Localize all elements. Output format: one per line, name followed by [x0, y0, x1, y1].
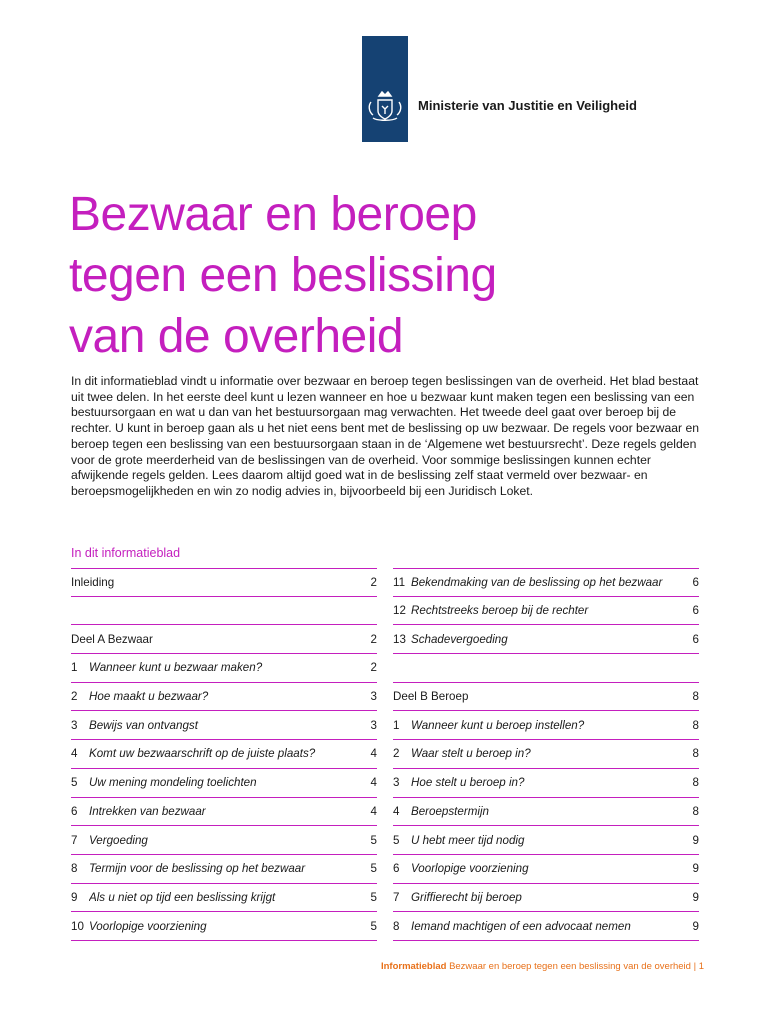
- footer-text: Bezwaar en beroep tegen een beslissing van de overheid: [449, 961, 691, 972]
- toc-label: Rechtstreeks beroep bij de rechter: [411, 604, 589, 618]
- title-line-2: tegen een beslissing: [69, 249, 497, 302]
- toc-page: 6: [692, 632, 699, 646]
- toc-label: Uw mening mondeling toelichten: [89, 776, 257, 790]
- toc-row[interactable]: [71, 568, 377, 597]
- page-footer: [381, 961, 704, 972]
- toc-page: 5: [370, 862, 377, 876]
- toc-label: U hebt meer tijd nodig: [411, 833, 525, 847]
- toc-row[interactable]: [71, 826, 377, 855]
- toc-page: 8: [692, 776, 699, 790]
- toc-page: 9: [692, 919, 699, 933]
- toc-label: Voorlopige voorziening: [89, 919, 207, 933]
- toc-label: Bewijs van ontvangst: [89, 718, 198, 732]
- toc-label: Waar stelt u beroep in?: [411, 747, 531, 761]
- toc-num: 8: [393, 919, 400, 933]
- footer-label: Informatieblad: [380, 961, 447, 972]
- toc-row[interactable]: [71, 884, 377, 913]
- toc-row[interactable]: [393, 826, 699, 855]
- toc-label: Deel A Bezwaar: [71, 632, 153, 646]
- toc-row[interactable]: [393, 855, 699, 884]
- toc-row[interactable]: [71, 654, 377, 683]
- toc-row[interactable]: [393, 625, 699, 654]
- toc-label: Komt uw bezwaarschrift op de juiste plaats?: [89, 747, 316, 761]
- toc-page: 2: [370, 575, 377, 589]
- toc-row[interactable]: [393, 711, 699, 740]
- toc-num: 3: [71, 718, 78, 732]
- toc-num: 2: [71, 690, 78, 704]
- toc-num: 4: [71, 747, 78, 761]
- toc-num: 7: [71, 833, 78, 847]
- intro-paragraph: In dit informatieblad vindt u informatie over bezwaar en beroep tegen beslissingen van de overheid. Het blad bestaat uit twee delen. In het eerste deel kunt u lezen wanneer en hoe u bezwaar kunt maken tegen een beslissing van een bestuursorgaan en wat u dan van het bestuursorgaan mag verwachten. Het tweede deel gaat over beroep bij de rechter. U kunt in beroep gaan als u het niet eens bent met de beslissing op uw bezwaar. De regels voor bezwaar en beroep tegen een beslissing van een bestuursorgaan staan in de ‘Algemene wet bestuursrecht’. Deze regels gelden voor de grote meerderheid van de beslissingen van de overheid. Voor sommige beslissingen kunnen echter afwijkende regels gelden. Lees daarom altijd goed wat in de beslissing zelf staat vermeld over bezwaar- en beroepsmogelijkheden en win zo nodig advies in, bijvoorbeeld bij een Juridisch Loket.: [71, 374, 700, 498]
- title-line-1: Bezwaar en beroep: [69, 188, 477, 241]
- toc-page: 5: [370, 833, 377, 847]
- coat-of-arms-icon: [365, 88, 405, 128]
- toc-row-empty: [71, 597, 377, 626]
- toc-num: 6: [393, 862, 400, 876]
- toc-num: 4: [393, 804, 400, 818]
- page-title: [69, 184, 497, 367]
- toc-num: 2: [393, 747, 400, 761]
- toc-page: 2: [370, 632, 377, 646]
- toc-page: 5: [370, 919, 377, 933]
- toc-row[interactable]: [71, 769, 377, 798]
- toc-num: 3: [393, 776, 400, 790]
- toc-page: 2: [370, 661, 377, 675]
- footer-page-number: 1: [698, 961, 704, 972]
- toc-row[interactable]: [71, 683, 377, 712]
- toc-page: 9: [692, 862, 699, 876]
- footer-separator: |: [693, 961, 697, 972]
- toc-page: 6: [692, 604, 699, 618]
- toc-row[interactable]: [393, 912, 699, 941]
- toc-num: 7: [393, 890, 400, 904]
- toc-page: 8: [692, 747, 699, 761]
- toc-num: 5: [393, 833, 400, 847]
- toc-label: Iemand machtigen of een advocaat nemen: [411, 919, 631, 933]
- toc-num: 9: [71, 890, 78, 904]
- toc-label: Bekendmaking van de beslissing op het bezwaar: [411, 575, 663, 589]
- toc-row-empty: [393, 654, 699, 683]
- toc-row[interactable]: [71, 912, 377, 941]
- toc-num: 5: [71, 776, 78, 790]
- toc-page: 4: [370, 747, 377, 761]
- toc-row[interactable]: [393, 798, 699, 827]
- toc-page: 3: [370, 690, 377, 704]
- toc-label: Termijn voor de beslissing op het bezwaar: [89, 862, 306, 876]
- toc-num: 1: [71, 661, 78, 675]
- toc-row[interactable]: [71, 711, 377, 740]
- toc-label: Wanneer kunt u beroep instellen?: [411, 718, 585, 732]
- toc-label: Griffierecht bij beroep: [411, 890, 522, 904]
- toc-label: Hoe maakt u bezwaar?: [89, 690, 209, 704]
- toc-page: 9: [692, 833, 699, 847]
- toc-row[interactable]: [71, 740, 377, 769]
- toc-num: 12: [393, 604, 406, 618]
- toc-num: 13: [393, 632, 406, 646]
- toc-row[interactable]: [393, 683, 699, 712]
- toc-row[interactable]: [71, 855, 377, 884]
- toc-label: Beroepstermijn: [411, 804, 489, 818]
- toc-num: 6: [71, 804, 78, 818]
- toc-row[interactable]: [71, 798, 377, 827]
- toc-left-column: [71, 568, 377, 941]
- toc-label: Wanneer kunt u bezwaar maken?: [89, 661, 263, 675]
- toc-label: Voorlopige voorziening: [411, 862, 529, 876]
- toc-label: Schadevergoeding: [411, 632, 508, 646]
- toc-page: 8: [692, 690, 699, 704]
- toc-label: Vergoeding: [89, 833, 148, 847]
- toc-page: 3: [370, 718, 377, 732]
- toc-row[interactable]: [393, 769, 699, 798]
- toc-page: 8: [692, 804, 699, 818]
- toc-num: 1: [393, 718, 400, 732]
- toc-num: 8: [71, 862, 78, 876]
- ministry-name: Ministerie van Justitie en Veiligheid: [418, 98, 637, 113]
- toc-label: Deel B Beroep: [393, 690, 469, 704]
- toc-row[interactable]: [71, 625, 377, 654]
- toc-right-column: [393, 568, 699, 941]
- toc-page: 8: [692, 718, 699, 732]
- toc-num: 11: [393, 575, 406, 589]
- toc-row[interactable]: [393, 568, 699, 597]
- toc-label: Intrekken van bezwaar: [89, 804, 206, 818]
- toc-page: 4: [370, 804, 377, 818]
- toc-row[interactable]: [393, 884, 699, 913]
- toc-page: 6: [692, 575, 699, 589]
- toc-page: 4: [370, 776, 377, 790]
- toc-label: Inleiding: [71, 575, 115, 589]
- toc-label: Hoe stelt u beroep in?: [411, 776, 525, 790]
- toc-page: 9: [692, 890, 699, 904]
- logo-bar: [362, 36, 408, 142]
- toc-row[interactable]: [393, 740, 699, 769]
- toc-label: Als u niet op tijd een beslissing krijgt: [89, 890, 276, 904]
- toc-num: 10: [71, 919, 84, 933]
- toc-heading: In dit informatieblad: [71, 546, 181, 560]
- title-line-3: van de overheid: [69, 310, 404, 363]
- toc-row[interactable]: [393, 597, 699, 626]
- toc-page: 5: [370, 890, 377, 904]
